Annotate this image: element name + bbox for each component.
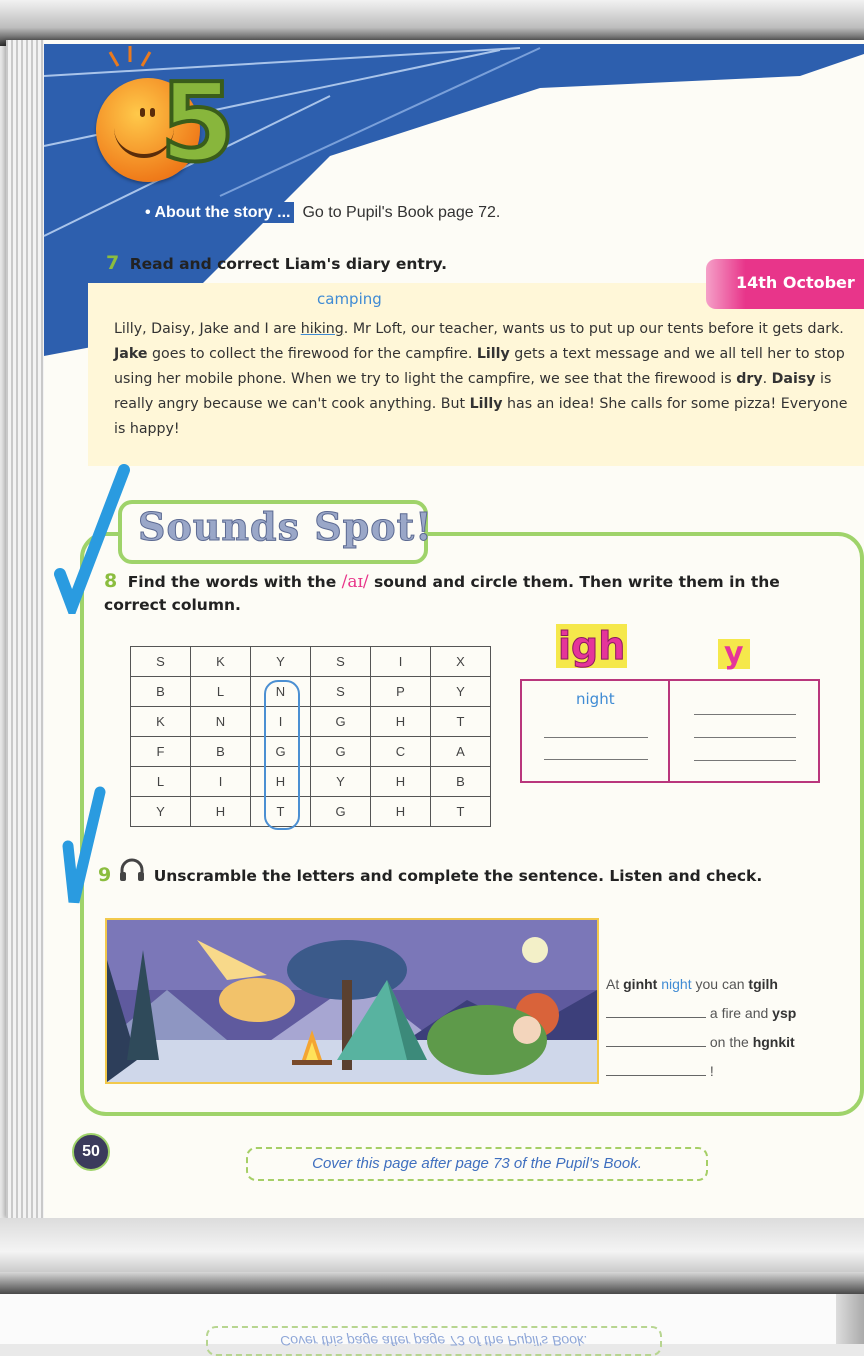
answer-line[interactable]	[694, 760, 796, 761]
grid-cell[interactable]: X	[431, 647, 491, 677]
diary-text-part: gets a text message and we all tell her to stop using her mobile phone. When we try to light the campfire, we see that the firewood is	[114, 346, 845, 387]
igh-text: igh	[558, 624, 626, 668]
sentence-part: !	[706, 1063, 714, 1079]
exercise-9-heading	[98, 864, 762, 886]
grid-row	[131, 647, 491, 677]
grid-cell[interactable]: K	[131, 707, 191, 737]
grid-row	[131, 707, 491, 737]
sentence-part: a fire and	[706, 1005, 773, 1021]
grid-cell[interactable]: H	[251, 767, 311, 797]
grid-row	[131, 797, 491, 827]
page-number: 50	[72, 1133, 110, 1171]
page-gap	[0, 1218, 864, 1274]
diary-text-part: .	[762, 371, 772, 387]
grid-cell[interactable]: B	[191, 737, 251, 767]
grid-cell[interactable]: H	[371, 797, 431, 827]
grid-cell[interactable]: P	[371, 677, 431, 707]
name-lilly: Lilly	[469, 396, 503, 412]
handwritten-correction: camping	[317, 290, 382, 308]
grid-cell[interactable]: T	[431, 707, 491, 737]
diary-text-part: Lilly, Daisy, Jake and I are	[114, 321, 301, 337]
column-divider	[668, 679, 670, 783]
exercise-title: Unscramble the letters and complete the sentence. Listen and check.	[153, 867, 763, 885]
grid-cell[interactable]: A	[431, 737, 491, 767]
unscramble-sentence	[606, 970, 820, 1086]
grid-cell[interactable]: Y	[431, 677, 491, 707]
grid-row	[131, 767, 491, 797]
grid-cell[interactable]: Y	[311, 767, 371, 797]
cover-note: Cover this page after page 73 of the Pupil's Book.	[246, 1147, 708, 1181]
sound-symbol: /aɪ/	[341, 572, 369, 592]
scrambled-word: ginht	[623, 976, 658, 992]
column-header-igh	[556, 624, 627, 668]
grid-cell[interactable]: B	[431, 767, 491, 797]
answer-line[interactable]	[544, 759, 648, 760]
grid-row	[131, 677, 491, 707]
diary-text-part: goes to collect the firewood for the campfire.	[147, 346, 477, 362]
grid-cell[interactable]: B	[131, 677, 191, 707]
grid-cell[interactable]: I	[371, 647, 431, 677]
exercise-title: Find the words with the	[127, 573, 342, 591]
word-dry: dry	[736, 371, 763, 387]
book-bottom-shadow	[0, 1272, 864, 1296]
about-the-story	[141, 204, 500, 222]
answer-blank[interactable]	[606, 1003, 706, 1018]
mirrored-cover-note: Cover this page after page 73 of the Pupil's Book.	[206, 1326, 662, 1356]
grid-cell[interactable]: S	[131, 647, 191, 677]
exercise-title: Read and correct Liam's diary entry.	[129, 255, 448, 273]
circled-word-mark	[264, 680, 300, 830]
about-text: Go to Pupil's Book page 72.	[302, 204, 501, 221]
grid-cell[interactable]: T	[251, 797, 311, 827]
column-header-y: y	[718, 639, 750, 669]
exercise-7-heading	[106, 252, 447, 274]
scrambled-word: ysp	[772, 1005, 797, 1021]
exercise-number: 7	[106, 252, 120, 274]
answer-line[interactable]	[694, 737, 796, 738]
grid-row	[131, 737, 491, 767]
name-lilly: Lilly	[476, 346, 510, 362]
example-answer[interactable]: night	[576, 690, 615, 708]
filled-answer[interactable]: night	[661, 976, 692, 992]
sentence-part: on the	[706, 1034, 753, 1050]
unit-number: 5	[160, 61, 236, 186]
about-label: • About the story ...	[141, 202, 294, 223]
exercise-title: sound and circle them. Then write them in the correct column.	[104, 573, 780, 614]
smiley-eye	[140, 108, 145, 117]
grid-cell[interactable]: H	[371, 767, 431, 797]
scrambled-word: hgnkit	[752, 1034, 795, 1050]
grid-cell[interactable]: H	[191, 797, 251, 827]
checkmark-icon	[60, 786, 110, 916]
exercise-number: 8	[104, 570, 118, 592]
smiley-eye	[150, 108, 155, 117]
grid-cell[interactable]: C	[371, 737, 431, 767]
marked-word: hiking	[300, 321, 344, 337]
diary-text-part: has an idea! She calls for some pizza! Everyone is happy!	[114, 396, 848, 437]
next-page-edge	[836, 1294, 864, 1344]
grid-cell[interactable]: L	[191, 677, 251, 707]
exercise-8-heading	[104, 570, 844, 617]
diary-text-part: . Mr Loft, our teacher, wants us to put up our tents before it gets dark.	[343, 321, 844, 337]
grid-cell[interactable]: L	[131, 767, 191, 797]
grid-cell[interactable]: K	[191, 647, 251, 677]
grid-cell[interactable]: T	[431, 797, 491, 827]
grid-cell[interactable]: H	[371, 707, 431, 737]
diary-entry-text	[114, 317, 859, 442]
grid-cell[interactable]: Y	[251, 647, 311, 677]
grid-cell[interactable]: G	[251, 737, 311, 767]
grid-cell[interactable]: S	[311, 677, 371, 707]
grid-cell[interactable]: N	[191, 707, 251, 737]
answer-line[interactable]	[544, 737, 648, 738]
grid-cell[interactable]: Y	[131, 797, 191, 827]
name-daisy: Daisy	[771, 371, 816, 387]
camping-scene-illustration	[105, 918, 599, 1084]
grid-cell[interactable]: F	[131, 737, 191, 767]
sounds-spot-title: Sounds Spot!	[138, 504, 433, 549]
sentence-part: At	[606, 976, 624, 992]
answer-blank[interactable]	[606, 1032, 706, 1047]
answer-columns	[520, 679, 820, 783]
grid-cell[interactable]: I	[191, 767, 251, 797]
grid-cell[interactable]: G	[311, 797, 371, 827]
diary-date: 14th October	[736, 273, 855, 292]
answer-blank[interactable]	[606, 1061, 706, 1076]
headphones-icon[interactable]	[118, 856, 146, 884]
sentence-part: you can	[691, 976, 749, 992]
grid-cell[interactable]: G	[311, 707, 371, 737]
name-jake: Jake	[114, 346, 148, 362]
grid-cell[interactable]: S	[311, 647, 371, 677]
diary-text-part: is really angry because we can't cook anything. But	[114, 371, 832, 412]
word-search-grid	[130, 646, 491, 827]
scrambled-word: tgilh	[748, 976, 778, 992]
exercise-number: 9	[98, 864, 112, 886]
answer-line[interactable]	[694, 714, 796, 715]
grid-cell[interactable]: I	[251, 707, 311, 737]
grid-cell[interactable]: G	[311, 737, 371, 767]
grid-cell[interactable]: N	[251, 677, 311, 707]
